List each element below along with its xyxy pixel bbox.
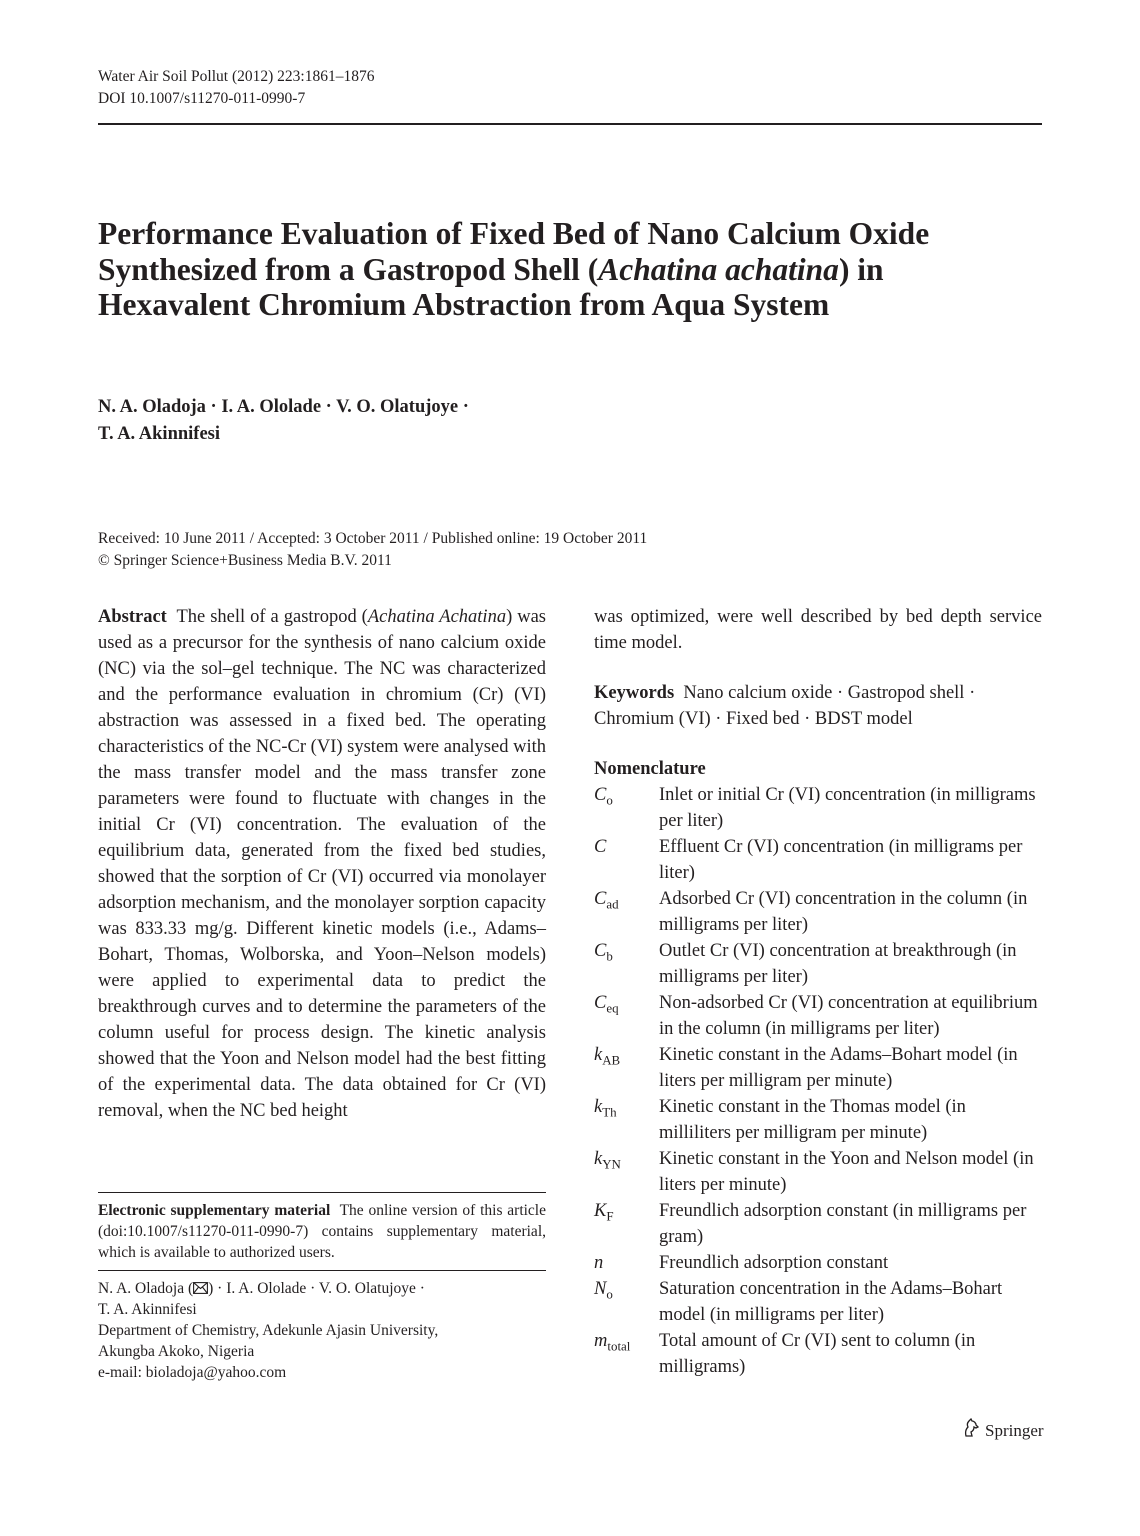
nomenclature-item [594,938,1042,990]
nomenclature-definition: Inlet or initial Cr (VI) concentration (in milligrams per liter) [659,785,1036,831]
envelope-icon [193,1280,208,1297]
nomenclature-item [594,990,1042,1042]
nomenclature-symbol: $m_{total}$ [594,1331,631,1354]
header-rule [98,123,1042,125]
abstract-pre: The shell of a gastropod ( [176,607,368,627]
nomenclature-list [594,782,1042,1380]
journal-citation: Water Air Soil Pollut (2012) 223:1861–1876 [98,68,375,85]
nomenclature-definition: Non-adsorbed Cr (VI) concentration at equilibrium in the column (in milligrams per liter) [659,993,1038,1039]
nomenclature-item [594,782,1042,834]
nomenclature-heading: Nomenclature [594,759,706,779]
keywords-text: Nano calcium oxide · Gastropod shell · Chromium (VI) · Fixed bed · BDST model [594,683,976,729]
springer-horse-icon [962,1418,980,1443]
journal-header [98,66,374,110]
nomenclature-symbol: $k_{AB}$ [594,1045,621,1068]
affiliation-authors-1: N. A. Oladoja ( ) · I. A. Ololade · V. O. Olatujoye · [98,1280,425,1297]
nomenclature-symbol: n [594,1253,604,1273]
nomenclature-symbol: $k_{Th}$ [594,1097,617,1120]
nomenclature-definition: Freundlich adsorption constant [659,1253,889,1273]
nomenclature-item [594,1146,1042,1198]
nomenclature-definition: Kinetic constant in the Adams–Bohart model (in liters per milligram per minute) [659,1045,1018,1091]
publisher-footer [962,1418,1044,1443]
nomenclature-item [594,1094,1042,1146]
affiliation-email: e-mail: bioladoja@yahoo.com [98,1364,287,1381]
author-list [98,394,469,448]
history-dates: Received: 10 June 2011 / Accepted: 3 October 2011 / Published online: 19 October 2011 [98,530,648,547]
nomenclature-symbol: $C_{eq}$ [594,993,619,1016]
nomenclature-symbol: $C_o$ [594,785,613,808]
publisher-name: Springer [985,1420,1044,1440]
doi: DOI 10.1007/s11270-011-0990-7 [98,90,306,107]
nomenclature-definition: Total amount of Cr (VI) sent to column (in milligrams) [659,1331,976,1377]
title-part1: Performance Evaluation of Fixed Bed of Nano Calcium Oxide Synthesized from a Gastropod Shell ( [98,216,930,287]
nomenclature-symbol: $C_{ad}$ [594,889,619,912]
nomenclature-item [594,1042,1042,1094]
nomenclature-definition: Saturation concentration in the Adams–Bohart model (in milligrams per liter) [659,1279,1003,1325]
nomenclature-item [594,1328,1042,1380]
nomenclature-item [594,1276,1042,1328]
nomenclature-item [594,886,1042,938]
nomenclature-symbol: $K_F$ [594,1201,614,1224]
right-column [594,604,1042,1380]
keywords-label: Keywords [594,683,675,703]
nomenclature-definition: Adsorbed Cr (VI) concentration in the column (in milligrams per liter) [659,889,1028,935]
affiliation-location: Akungba Akoko, Nigeria [98,1343,255,1360]
affiliation [98,1278,546,1383]
nomenclature-definition: Freundlich adsorption constant (in milligrams per gram) [659,1201,1027,1247]
authors-line1: N. A. Oladoja · I. A. Ololade · V. O. Olatujoye · [98,397,469,417]
nomenclature-item [594,1250,1042,1276]
keywords [594,680,1042,732]
nomenclature-symbol: $C_b$ [594,941,613,964]
affiliation-department: Department of Chemistry, Adekunle Ajasin University, [98,1322,439,1339]
nomenclature-symbol: $N_o$ [594,1279,613,1302]
abstract-column [98,604,546,1124]
nomenclature-definition: Effluent Cr (VI) concentration (in milligrams per liter) [659,837,1023,883]
nomenclature-item [594,1198,1042,1250]
abstract-label: Abstract [98,607,167,627]
supplementary-note [98,1200,546,1263]
nomenclature-definition: Kinetic constant in the Thomas model (in milliliters per milligram per minute) [659,1097,966,1143]
abstract-continuation: was optimized, were well described by bed depth service time model. [594,607,1042,653]
copyright: © Springer Science+Business Media B.V. 2011 [98,552,392,569]
paper-title [98,216,958,323]
title-species: Achatina achatina [598,251,839,287]
title-part2: ) in Hexavalent Chromium Abstraction from Aqua System [98,251,884,322]
nomenclature-symbol: C [594,837,607,857]
abstract-species: Achatina Achatina [367,607,507,627]
esm-label: Electronic supplementary material [98,1202,331,1219]
article-history [98,528,647,572]
nomenclature-definition: Outlet Cr (VI) concentration at breakthrough (in milligrams per liter) [659,941,1017,987]
abstract-body: ) was used as a precursor for the synthesis of nano calcium oxide (NC) via the sol–gel technique. The NC was characterized and the performance evaluation in chromium (Cr) (VI) abstraction was assessed in a fixed bed. The operating characteristics of the NC-Cr (VI) system were analysed with the mass transfer model and the mass transfer zone parameters were found to fluctuate with changes in the initial Cr (VI) concentration. The evaluation of the equilibrium data, generated from the fixed bed studies, showed that the sorption of Cr (VI) occurred via monolayer adsorption mechanism, and the monolayer sorption capacity was 833.33 mg/g. Different kinetic models (i.e., Adams–Bohart, Thomas, Wolborska, and Yoon–Nelson models) were applied to experimental data to predict the breakthrough curves and to determine the parameters of the column useful for process design. The kinetic analysis showed that the Yoon and Nelson model had the best fitting of the experimental data. The data obtained for Cr (VI) removal, when the NC bed height [98,607,546,1121]
affiliation-rule [98,1270,546,1271]
esm-text: The online version of this article (doi:10.1007/s11270-011-0990-7) contains supplementary material, which is available to authorized users. [98,1202,546,1261]
authors-line2: T. A. Akinnifesi [98,424,221,444]
nomenclature-symbol: $k_{YN}$ [594,1149,621,1172]
nomenclature-definition: Kinetic constant in the Yoon and Nelson model (in liters per minute) [659,1149,1034,1195]
affiliation-authors-2: T. A. Akinnifesi [98,1301,197,1318]
nomenclature-item [594,834,1042,886]
esm-rule [98,1192,546,1193]
